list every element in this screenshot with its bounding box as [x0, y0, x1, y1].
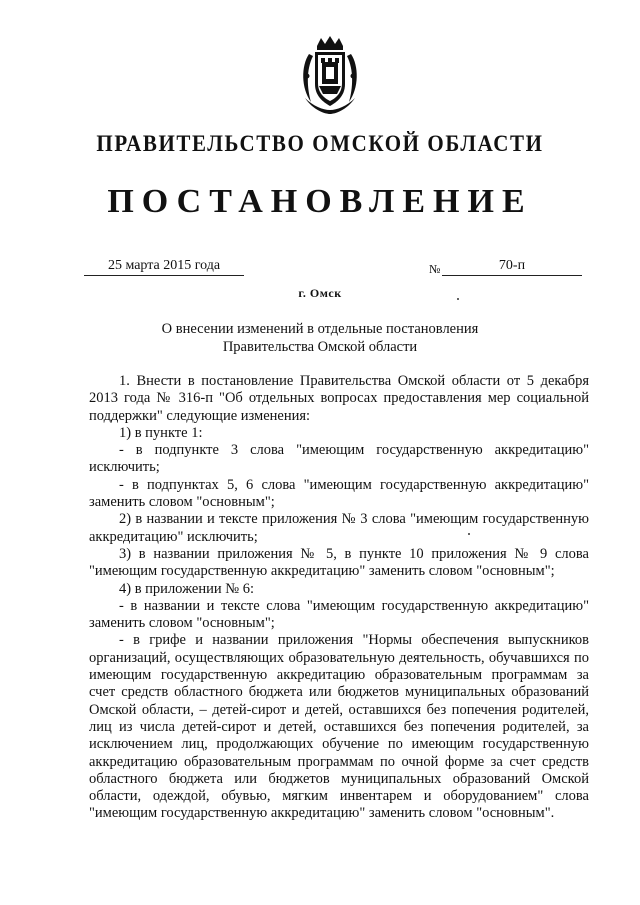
- document-date: 25 марта 2015 года: [84, 258, 244, 276]
- body-paragraph: 3) в названии приложения № 5, в пункте 10 приложения № 9 слова "имеющим государственную аккредитацию" заменить словом "основным";: [89, 545, 589, 580]
- government-title: ПРАВИТЕЛЬСТВО ОМСКОЙ ОБЛАСТИ: [96, 129, 544, 157]
- body-paragraph: 1) в пункте 1:: [119, 424, 203, 441]
- body-paragraph: 4) в приложении № 6:: [119, 580, 254, 597]
- subject-line-2: Правительства Омской области: [222, 339, 418, 355]
- body-paragraph: - в названии и тексте слова "имеющим государственную аккредитацию" заменить словом "основным";: [89, 597, 589, 632]
- body-paragraph: - в подпунктах 5, 6 слова "имеющим государственную аккредитацию" заменить словом "основным";: [89, 476, 589, 511]
- omsk-oblast-coat-of-arms-icon: [297, 36, 363, 116]
- body-paragraph: 2) в названии и тексте приложения № 3 слова "имеющим государственную аккредитацию" исключить;: [89, 511, 589, 545]
- subject-line-1: О внесении изменений в отдельные постановления: [161, 321, 479, 337]
- body-paragraph: - в грифе и названии приложения "Нормы обеспечения выпускников организаций, осуществляющих образовательную деятельность, обучавшихся по имеющим государственную аккредитацию образовательным программам за счет средств областного бюджета или бюджетов муниципальных образований Омской области, – детей-сирот и детей, оставшихся без попечения родителей, лиц из числа детей-сирот и детей, оставшихся без попечения родителей, за исключением лиц, продолжающих обучение по имеющим государственную аккредитацию образовательным программам по очной форме за счет средств областного бюджета или бюджетов муниципальных образований Омской области, одеждой, обувью, мягким инвентарем и оборудованием" слова "имеющим государственную аккредитацию" заменить словом "основным".: [89, 632, 589, 822]
- body-paragraph: - в подпункте 3 слова "имеющим государственную аккредитацию" исключить;: [89, 442, 589, 476]
- scan-speck: [457, 298, 459, 300]
- document-number: 70-п: [442, 258, 582, 276]
- scan-speck: [468, 533, 470, 535]
- document-body: [89, 373, 589, 823]
- city-label: г. Омск: [298, 286, 342, 300]
- document-type-title: ПОСТАНОВЛЕНИЕ: [107, 183, 533, 220]
- body-paragraph: 1. Внести в постановление Правительства Омской области от 5 декабря 2013 года № 316-п "Об отдельных вопросах предоставления мер социальной поддержки" следующие изменения:: [89, 373, 589, 424]
- number-sign: №: [429, 262, 441, 276]
- document-subject: [0, 320, 640, 356]
